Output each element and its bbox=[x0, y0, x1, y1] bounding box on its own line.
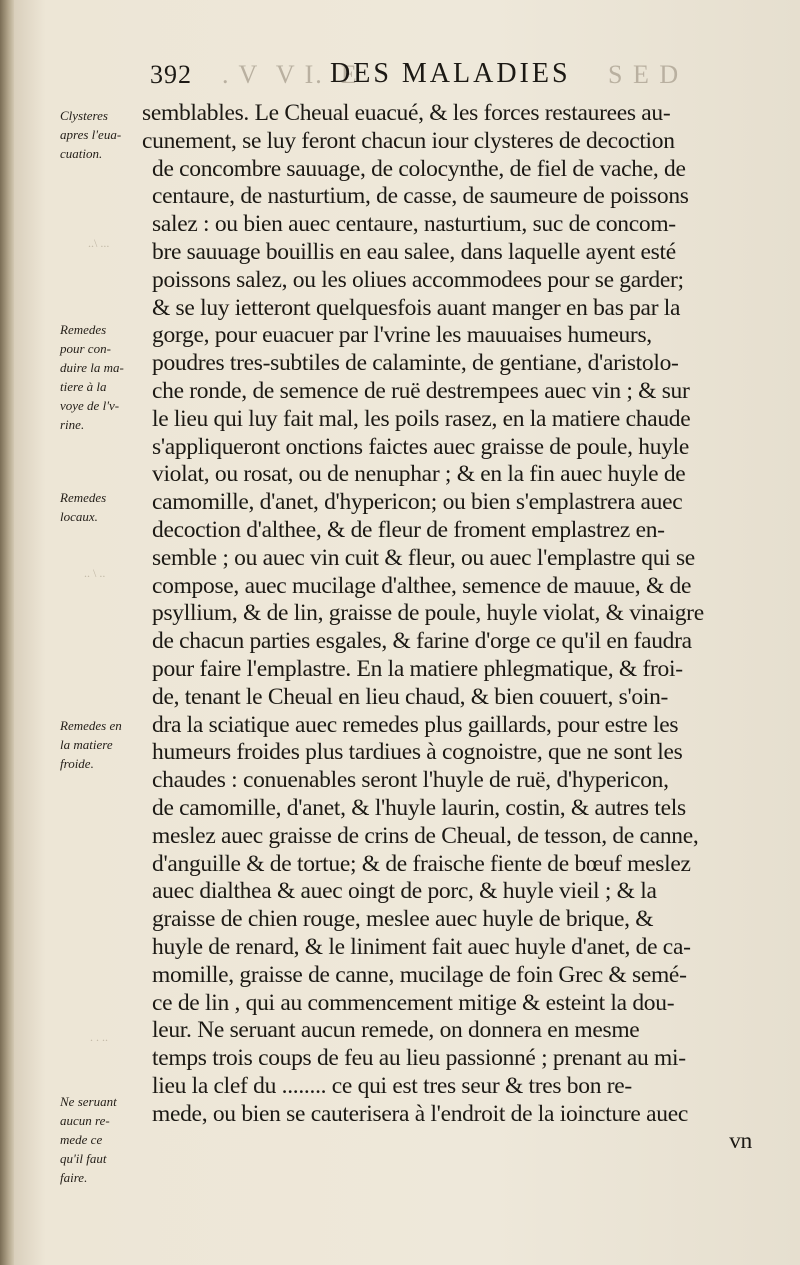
margin-note-line: duire la ma- bbox=[60, 360, 124, 375]
margin-note-line: la matiere bbox=[60, 737, 113, 752]
margin-note-line: locaux. bbox=[60, 509, 98, 524]
text-line: psyllium, & de lin, graisse de poule, huyle violat, & vinaigre bbox=[152, 600, 704, 627]
text-line: semble ; ou auec vin cuit & fleur, ou auec l'emplastre qui se bbox=[152, 544, 695, 571]
bleed-through-mark: ..\ ... bbox=[88, 236, 110, 250]
page-number: 392 bbox=[150, 60, 192, 89]
text-line: compose, auec mucilage d'althee, semence de mauue, & de bbox=[152, 572, 692, 599]
margin-note-line: pour con- bbox=[60, 341, 111, 356]
margin-note-line: aucun re- bbox=[60, 1113, 110, 1128]
text-line: salez : ou bien auec centaure, nasturtium, suc de concom- bbox=[152, 211, 676, 238]
text-line: le lieu qui luy fait mal, les poils rasez, en la matiere chaude bbox=[152, 405, 691, 432]
margin-note-ne-seruant bbox=[60, 1092, 144, 1187]
bleed-through-text: S E D bbox=[608, 60, 681, 89]
margin-note-line: apres l'eua- bbox=[60, 127, 122, 142]
text-line: poudres tres-subtiles de calaminte, de gentiane, d'aristolo- bbox=[152, 350, 679, 377]
text-line: momille, graisse de canne, mucilage de foin Grec & semé- bbox=[152, 961, 687, 988]
margin-note-line: rine. bbox=[60, 417, 85, 432]
margin-note-clysteres bbox=[60, 106, 144, 163]
text-line: de, tenant le Cheual en lieu chaud, & bien couuert, s'oin- bbox=[152, 683, 669, 710]
bleed-through-text: . V V I. E bbox=[222, 60, 359, 89]
margin-note-remedes-locaux bbox=[60, 488, 144, 526]
text-line: auec dialthea & auec oingt de porc, & huyle vieil ; & la bbox=[152, 878, 657, 905]
margin-note-line: Clysteres bbox=[60, 108, 108, 123]
margin-note-line: froide. bbox=[60, 756, 94, 771]
text-line: lieu la clef du ........ ce qui est tres seur & tres bon re- bbox=[152, 1072, 632, 1099]
text-line: cunement, se luy feront chacun iour clysteres de decoction bbox=[142, 127, 675, 154]
text-line: che ronde, de semence de ruë destrempees auec vin ; & sur bbox=[152, 377, 690, 404]
text-line: huyle de renard, & le liniment fait auec huyle d'anet, de ca- bbox=[152, 933, 691, 960]
text-line: chaudes : conuenables seront l'huyle de ruë, d'hypericon, bbox=[152, 767, 669, 794]
text-line: leur. Ne seruant aucun remede, on donnera en mesme bbox=[152, 1017, 640, 1044]
text-line: de camomille, d'anet, & l'huyle laurin, costin, & autres tels bbox=[152, 794, 686, 821]
margin-note-line: Remedes en bbox=[60, 718, 122, 733]
text-line: dra la sciatique auec remedes plus gaillards, pour estre les bbox=[152, 711, 679, 738]
margin-note-line: voye de l'v- bbox=[60, 398, 120, 413]
margin-note-line: Ne seruant bbox=[60, 1094, 117, 1109]
text-line: decoction d'althee, & de fleur de froment emplastrez en- bbox=[152, 516, 665, 543]
catchword: vn bbox=[729, 1128, 752, 1155]
text-line: violat, ou rosat, ou de nenuphar ; & en la fin auec huyle de bbox=[152, 461, 686, 488]
page-header bbox=[150, 56, 770, 92]
main-text-block bbox=[142, 100, 772, 1156]
margin-note-line: mede ce bbox=[60, 1132, 103, 1147]
margin-note-matiere-froide bbox=[60, 716, 144, 773]
text-line: semblables. Le Cheual euacué, & les forces restaurees au- bbox=[142, 100, 671, 126]
text-line: gorge, pour euacuer par l'vrine les mauuaises humeurs, bbox=[152, 322, 652, 349]
text-line: temps trois coups de feu au lieu passionné ; prenant au mi- bbox=[152, 1045, 686, 1072]
text-line: & se luy ietteront quelquesfois auant manger en bas par la bbox=[152, 294, 681, 321]
margin-note-remedes-urine bbox=[60, 320, 144, 434]
margin-note-line: Remedes bbox=[60, 322, 107, 337]
text-line: humeurs froides plus tardiues à cognoistre, que ne sont les bbox=[152, 739, 683, 766]
text-line: centaure, de nasturtium, de casse, de saumeure de poissons bbox=[152, 183, 689, 210]
bleed-through-mark: .. \ .. bbox=[84, 566, 106, 580]
text-line: pour faire l'emplastre. En la matiere phlegmatique, & froi- bbox=[152, 655, 683, 682]
text-line: camomille, d'anet, d'hypericon; ou bien s'emplastrera auec bbox=[152, 489, 683, 516]
text-line: de chacun parties esgales, & farine d'orge ce qu'il en faudra bbox=[152, 628, 692, 655]
margin-note-line: tiere à la bbox=[60, 379, 107, 394]
margin-note-line: cuation. bbox=[60, 146, 103, 161]
bleed-through-mark: . . .. bbox=[90, 1030, 108, 1044]
book-gutter-edge bbox=[0, 0, 14, 1265]
margin-note-line: qu'il faut bbox=[60, 1151, 107, 1166]
text-line: ce de lin , qui au commencement mitige & esteint la dou- bbox=[152, 989, 675, 1016]
text-line: meslez auec graisse de crins de Cheual, de tesson, de canne, bbox=[152, 822, 699, 849]
text-line: s'appliqueront onctions faictes auec graisse de poule, huyle bbox=[152, 433, 690, 460]
text-line: graisse de chien rouge, meslee auec huyle de brique, & bbox=[152, 906, 654, 933]
text-line: de concombre sauuage, de colocynthe, de fiel de vache, de bbox=[152, 155, 686, 182]
text-line: poissons salez, ou les oliues accommodees pour se garder; bbox=[152, 266, 684, 293]
running-title: DES MALADIES bbox=[330, 58, 571, 89]
text-line: bre sauuage bouillis en eau salee, dans laquelle ayent esté bbox=[152, 238, 676, 265]
margin-note-line: faire. bbox=[60, 1170, 88, 1185]
text-line: mede, ou bien se cauterisera à l'endroit de la ioincture auec bbox=[152, 1100, 688, 1127]
margin-note-line: Remedes bbox=[60, 490, 107, 505]
text-line: d'anguille & de tortue; & de fraische fiente de bœuf meslez bbox=[152, 850, 691, 877]
